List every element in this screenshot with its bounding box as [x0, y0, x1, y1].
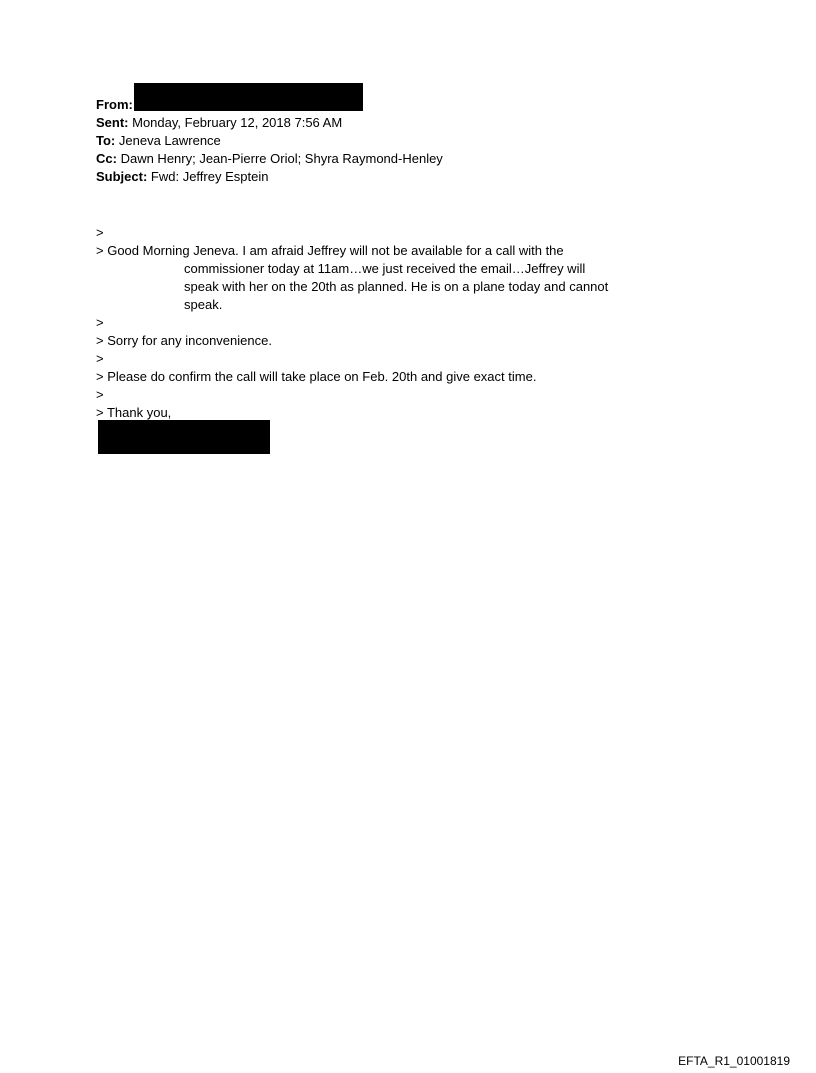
body-line: > [96, 351, 104, 366]
body-line: > Good Morning Jeneva. I am afraid Jeffrey will not be available for a call with the [96, 243, 564, 258]
email-body [96, 224, 656, 422]
cc-line [96, 150, 443, 168]
body-line: > [96, 315, 104, 330]
subject-line [96, 168, 443, 186]
sent-value: Monday, February 12, 2018 7:56 AM [132, 115, 343, 130]
sent-label: Sent: [96, 115, 129, 130]
to-label: To: [96, 133, 116, 148]
body-line: > Thank you, [96, 405, 172, 420]
from-redaction [134, 83, 363, 111]
signature-redaction [98, 420, 270, 454]
body-line: commissioner today at 11am…we just received the email…Jeffrey will [184, 261, 586, 276]
body-line: speak. [184, 297, 223, 312]
body-line: > Please do confirm the call will take place on Feb. 20th and give exact time. [96, 369, 537, 384]
cc-label: Cc: [96, 151, 117, 166]
body-line: > [96, 387, 104, 402]
from-label: From: [96, 97, 133, 112]
to-line [96, 132, 443, 150]
body-line: > [96, 225, 104, 240]
document-id: EFTA_R1_01001819 [678, 1054, 790, 1068]
subject-value: Fwd: Jeffrey Esptein [150, 169, 269, 184]
sent-line [96, 114, 443, 132]
subject-label: Subject: [96, 169, 148, 184]
cc-value: Dawn Henry; Jean-Pierre Oriol; Shyra Raymond-Henley [120, 151, 443, 166]
body-line: > Sorry for any inconvenience. [96, 333, 272, 348]
body-line: speak with her on the 20th as planned. He is on a plane today and cannot [184, 279, 609, 294]
to-value: Jeneva Lawrence [118, 133, 221, 148]
